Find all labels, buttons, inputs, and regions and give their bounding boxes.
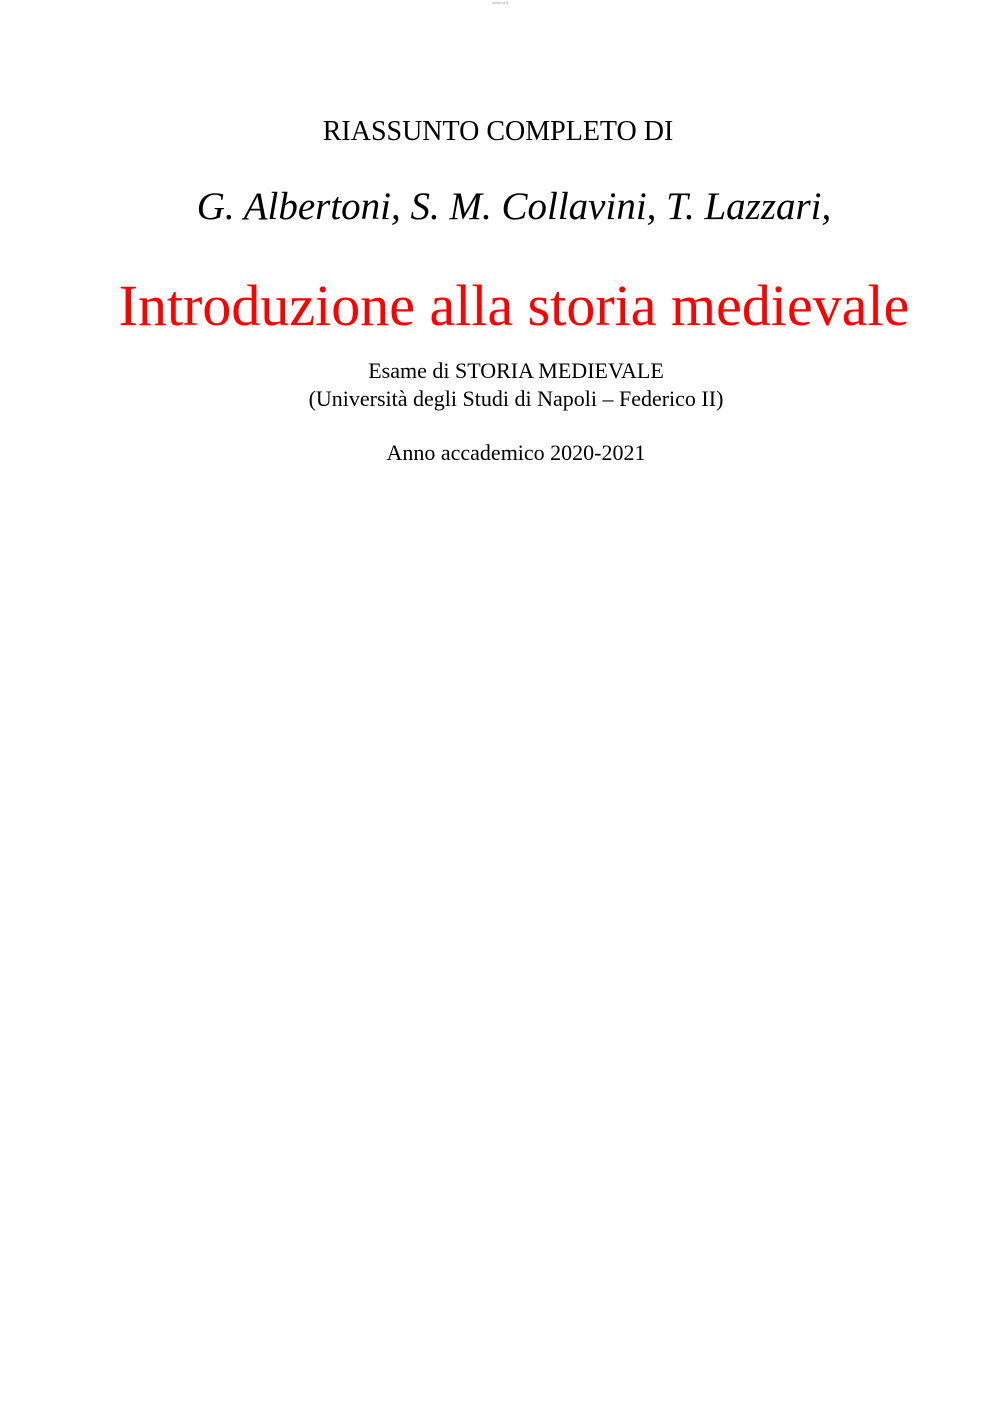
academic-year: Anno accademico 2020-2021 <box>386 440 646 465</box>
authors-line: G. Albertoni, S. M. Collavini, T. Lazzari, <box>196 185 832 228</box>
exam-line: Esame di STORIA MEDIEVALE <box>368 358 664 383</box>
university-line: (Università degli Studi di Napoli – Federico II) <box>308 386 724 411</box>
book-title: Introduzione alla storia medievale <box>118 273 910 338</box>
summary-heading: RIASSUNTO COMPLETO DI <box>322 116 674 147</box>
header-watermark: www.ut.it <box>491 0 508 5</box>
